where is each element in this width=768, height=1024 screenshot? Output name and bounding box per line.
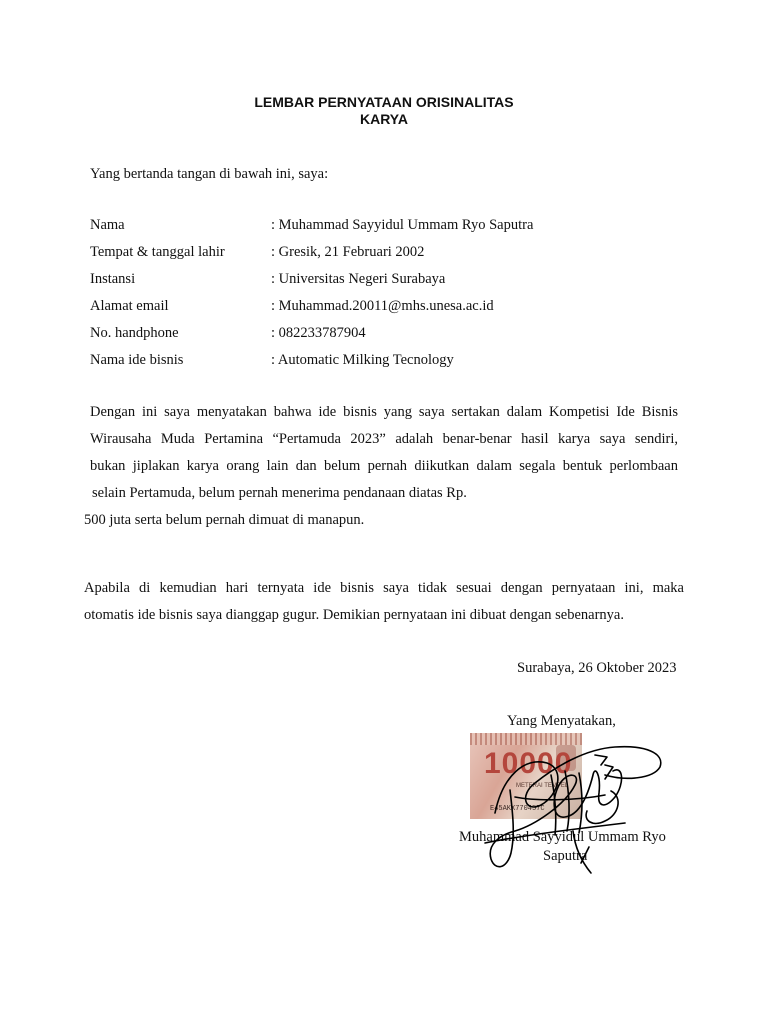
paragraph-line: Dengan ini saya menyatakan bahwa ide bisnis yang saya sertakan dalam Kompetisi Ide Bisnis [90, 404, 678, 420]
paragraph-line: selain Pertamuda, belum pernah menerima pendanaan diatas Rp. [92, 485, 467, 501]
signer-name-line-1: Muhammad Sayyidul Ummam Ryo [459, 829, 666, 845]
document-title-line-1: LEMBAR PERNYATAAN ORISINALITAS [254, 94, 514, 110]
field-value-email: : Muhammad.20011@mhs.unesa.ac.id [271, 298, 494, 314]
handwritten-signature [455, 735, 670, 885]
closing-text: Yang Menyatakan, [507, 713, 616, 729]
document-title-line-2: KARYA [360, 111, 408, 127]
intro-text: Yang bertanda tangan di bawah ini, saya: [90, 166, 329, 182]
field-value-business-idea: : Automatic Milking Tecnology [271, 352, 454, 368]
field-value-birth: : Gresik, 21 Februari 2002 [271, 244, 425, 260]
field-value-name: : Muhammad Sayyidul Ummam Ryo Saputra [271, 217, 534, 233]
paragraph-line: bukan jiplakan karya orang lain dan belum pernah diikutkan dalam segala bentuk perlombaan [90, 458, 678, 474]
place-and-date: Surabaya, 26 Oktober 2023 [517, 660, 677, 676]
paragraph-line: 500 juta serta belum pernah dimuat di manapun. [84, 512, 365, 528]
field-label-institution: Instansi [90, 271, 136, 287]
paragraph-line: otomatis ide bisnis saya dianggap gugur. Demikian pernyataan ini dibuat dengan sebenarnya. [84, 607, 624, 623]
field-label-business-idea: Nama ide bisnis [90, 352, 184, 368]
signer-name-line-2: Saputra [543, 848, 588, 864]
field-value-phone: : 082233787904 [271, 325, 366, 341]
paragraph-line: Wirausaha Muda Pertamina “Pertamuda 2023” adalah benar-benar hasil karya saya sendiri, [90, 431, 678, 447]
stamp-caption: METERAI TEMPEL [516, 783, 569, 789]
field-label-email: Alamat email [90, 298, 169, 314]
field-label-name: Nama [90, 217, 125, 233]
field-label-phone: No. handphone [90, 325, 179, 341]
stamp-amount: 10000 [484, 747, 573, 780]
stamp-serial: E45AKX770457C [490, 805, 545, 813]
field-value-institution: : Universitas Negeri Surabaya [271, 271, 446, 287]
field-label-birth: Tempat & tanggal lahir [90, 244, 225, 260]
paragraph-line: Apabila di kemudian hari ternyata ide bisnis saya tidak sesuai dengan pernyataan ini, maka [84, 580, 684, 596]
